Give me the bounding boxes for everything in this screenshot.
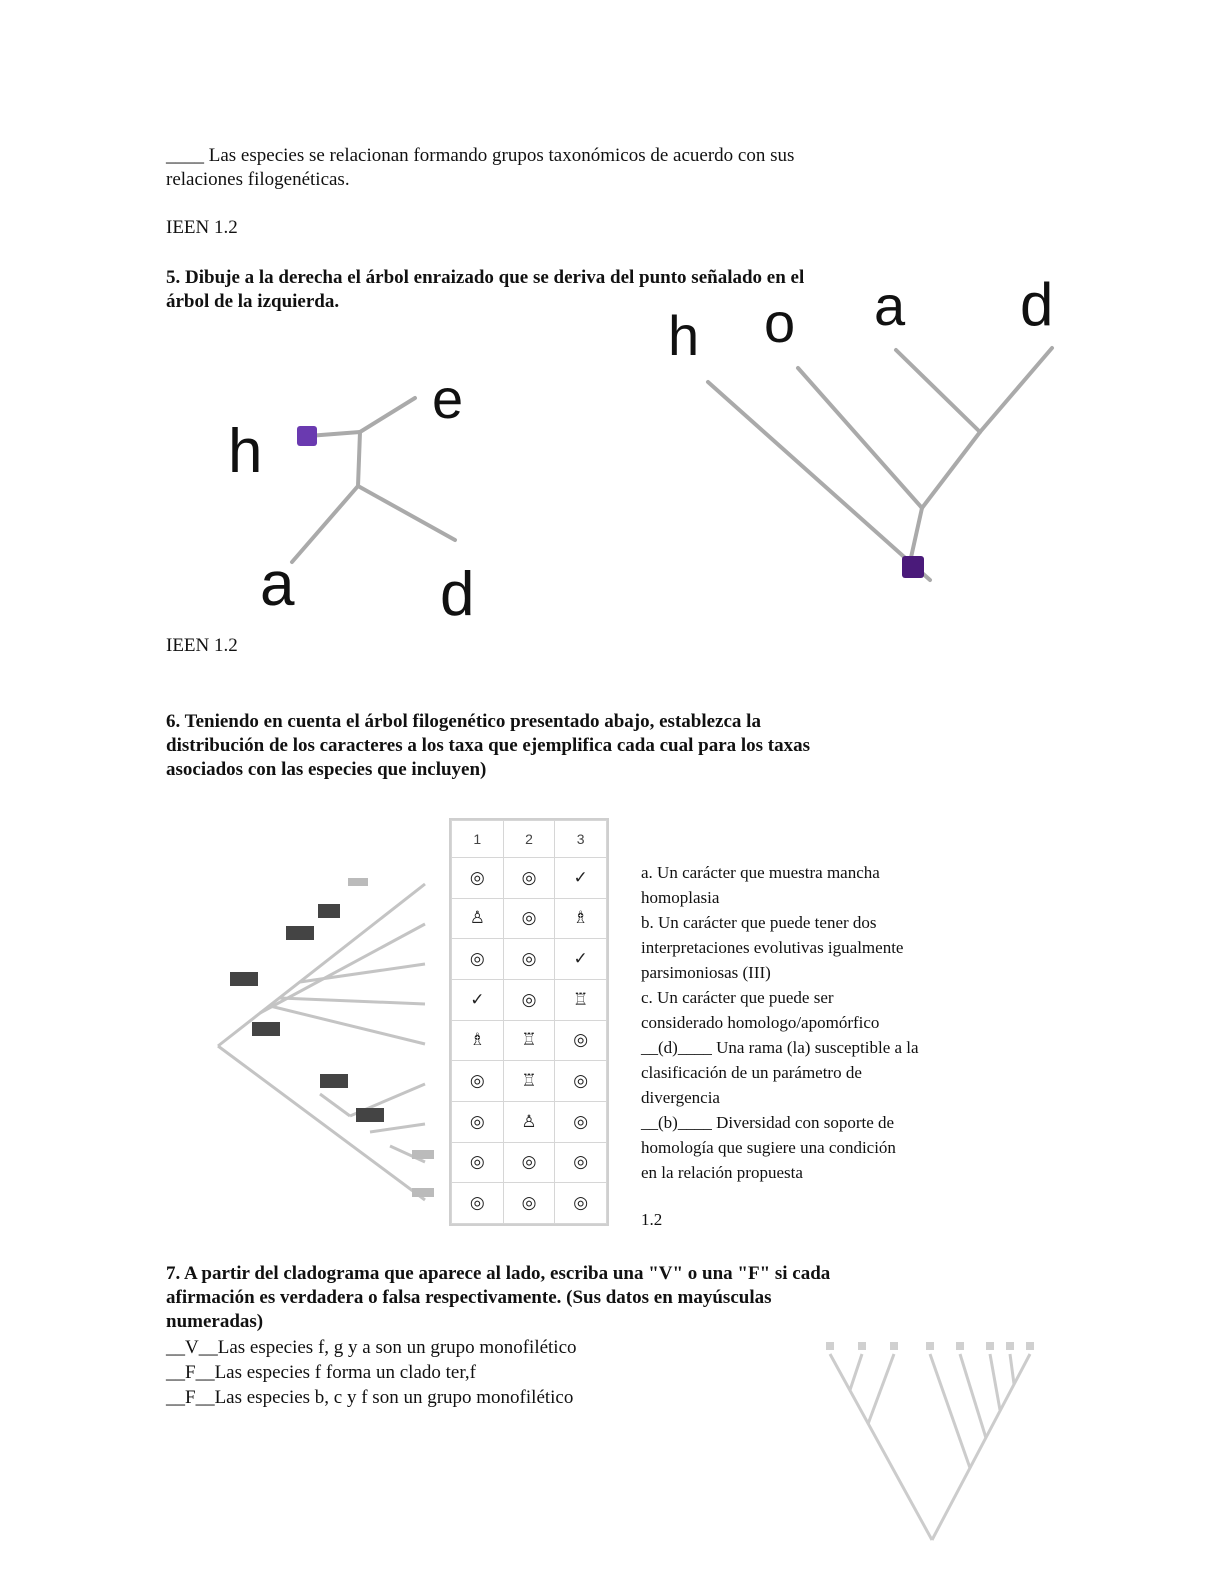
option-e-line-2: homología que sugiere una condición [641,1138,896,1157]
option-a-line-2: homoplasia [641,888,720,907]
tree-label-a: a [260,550,295,619]
intro-line-2: relaciones filogenéticas. [166,169,350,190]
matrix-cell: ◎ [503,1183,555,1224]
option-d-line-1: __(d)____ Una rama (la) susceptible a la [641,1038,919,1057]
matrix-cell: ◎ [555,1020,607,1061]
question-7-line-2: afirmación es verdadera o falsa respectivamente. (Sus datos en mayúsculas [166,1287,772,1308]
matrix-cell: ◎ [452,1061,504,1102]
root-marker [902,556,924,578]
option-b-line-3: parsimoniosas (III) [641,963,771,982]
root-point-marker [297,426,317,446]
matrix-cell: ✓ [452,979,504,1020]
question-5-line-2: árbol de la izquierda. [166,291,340,312]
matrix-cell: ✓ [555,939,607,980]
statement-2: __F__Las especies f forma un clado ter,f [166,1362,476,1383]
table-row [452,979,607,1020]
matrix-cell: ◎ [503,939,555,980]
matrix-cell: ◎ [503,858,555,899]
branch-node1-node2 [922,432,980,508]
tree-label-e: e [432,367,464,430]
question-7-line-3: numeradas) [166,1311,264,1332]
character-options [641,860,1051,1185]
matrix-cell: ◎ [452,1142,504,1183]
option-e-line-3: en la relación propuesta [641,1163,803,1182]
question-6-line-3: asociados con las especies que incluyen) [166,759,487,780]
cladogram-q7 [820,1340,1045,1545]
option-e-line-1: __(b)____ Diversidad con soporte de [641,1113,895,1132]
table-row [452,1142,607,1183]
matrix-cell: ♙ [452,898,504,939]
matrix-header-3: 3 [555,821,607,858]
matrix-cell: ♖ [555,979,607,1020]
question-7-line-1: 7. A partir del cladograma que aparece al lado, escriba una "V" o una "F" si cada [166,1263,831,1284]
matrix-header-2: 2 [503,821,555,858]
option-c-line-1: c. Un carácter que puede ser [641,988,834,1007]
table-row [452,1183,607,1224]
intro-line-1: ____ Las especies se relacionan formando grupos taxonómicos de acuerdo con sus [166,145,795,166]
unrooted-tree [200,360,520,640]
table-row [452,858,607,899]
option-d-line-3: divergencia [641,1088,720,1107]
matrix-cell: ◎ [555,1183,607,1224]
question-6-line-1: 6. Teniendo en cuenta el árbol filogenético presentado abajo, establezca la [166,711,761,732]
tree-label-h: h [228,417,263,486]
matrix-cell: ◎ [452,858,504,899]
matrix-cell: ◎ [555,1061,607,1102]
option-a-line-1: a. Un carácter que muestra mancha [641,863,880,882]
branch-node2-a [896,350,980,432]
matrix-cell: ◎ [452,939,504,980]
option-b-line-2: interpretaciones evolutivas igualmente [641,938,904,957]
branch-e [360,398,415,432]
option-c-line-2: considerado homologo/apomórfico [641,1013,880,1032]
item-code-3: 1.2 [641,1210,663,1229]
matrix-cell: ♗ [555,898,607,939]
question-5-line-1: 5. Dibuje a la derecha el árbol enraizado que se deriva del punto señalado en el [166,267,805,288]
matrix-cell: ♙ [503,1101,555,1142]
branch-node2-d [980,348,1052,432]
statement-1: __V__Las especies f, g y a son un grupo monofilético [166,1337,577,1358]
matrix-cell: ◎ [503,979,555,1020]
branch-root-node1 [910,508,922,562]
matrix-cell: ◎ [503,1142,555,1183]
option-d-line-2: clasificación de un parámetro de [641,1063,862,1082]
matrix-cell: ♖ [503,1061,555,1102]
rooted-label-o: o [764,291,796,354]
matrix-cell: ◎ [452,1101,504,1142]
table-row [452,1101,607,1142]
option-b-line-1: b. Un carácter que puede tener dos [641,913,877,932]
branch-inner [358,432,360,486]
rooted-tree [660,271,1080,600]
matrix-cell: ◎ [503,898,555,939]
rooted-label-d: d [1020,271,1054,338]
branch-a [292,486,358,562]
table-row [452,898,607,939]
statement-3: __F__Las especies b, c y f son un grupo monofilético [166,1387,574,1408]
matrix-cell: ◎ [555,1101,607,1142]
character-matrix [449,818,609,1226]
matrix-cell: ♗ [452,1020,504,1061]
table-row [452,939,607,980]
table-row [452,1061,607,1102]
table-row [452,1020,607,1061]
phylogeny-q6 [200,860,452,1210]
matrix-cell: ◎ [452,1183,504,1224]
rooted-label-h: h [668,304,700,367]
item-code-1: IEEN 1.2 [166,217,238,238]
matrix-cell: ♖ [503,1020,555,1061]
question-6-line-2: distribución de los caracteres a los taxa que ejemplifica cada cual para los taxas [166,735,811,756]
matrix-cell: ◎ [555,1142,607,1183]
branch-node1-o [798,368,922,508]
item-code-2: IEEN 1.2 [166,635,238,656]
branch-d [358,486,455,540]
rooted-label-a: a [874,274,906,337]
matrix-header-1: 1 [452,821,504,858]
tree-label-d: d [440,560,475,629]
matrix-cell: ✓ [555,858,607,899]
